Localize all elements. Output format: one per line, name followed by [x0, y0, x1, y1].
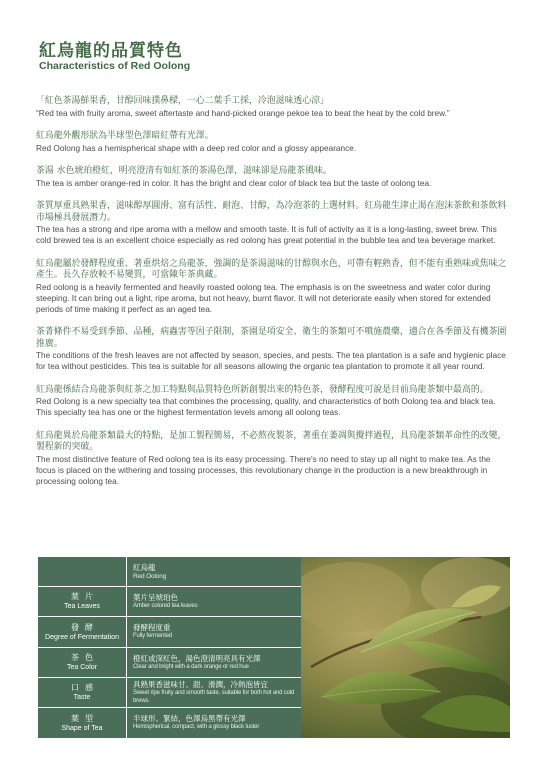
row-value-en: Fully fermented — [133, 633, 173, 640]
row-label-zh: 葉型 — [71, 713, 99, 723]
paragraph — [36, 166, 510, 189]
row-label-en: Taste — [73, 694, 91, 701]
table-header-cell — [127, 557, 301, 586]
row-value-en: Sweet ripe fruity and smooth taste, suitable for both hot and cold brews. — [133, 690, 295, 704]
row-value-zh: 橙紅或深紅色，湯色澄清明亮具有光澤 — [133, 653, 261, 663]
row-value — [127, 587, 301, 616]
row-value — [127, 678, 301, 707]
tea-plant-photo — [301, 557, 510, 738]
row-label-en: Tea Color — [67, 664, 97, 671]
paragraph — [36, 131, 510, 154]
table-row — [38, 617, 301, 648]
table-row — [38, 708, 301, 738]
paragraph-zh: 「紅色茶湯鮮果香，甘醇回味撲鼻樑，一心二葉手工採，冷泡滋味透心涼」 — [36, 96, 329, 106]
paragraph-zh: 茶菁條件不易受到季節、品種，病蟲害等因子限制，茶園是項安全、衛生的茶類可不噴施農藥，適合在各季節及有機茶園推廣。 — [36, 327, 507, 349]
row-label-en: Tea Leaves — [64, 603, 100, 610]
paragraph-zh: 紅烏龍係結合烏龍茶與紅茶之加工特點與品質特色所新創製出來的特色茶，發酵程度可說是目前烏龍茶類中最高的。 — [36, 384, 489, 395]
row-value-en: Amber colored tea leaves — [133, 602, 198, 609]
table-row — [38, 587, 301, 617]
table-header-en: Red Oolong — [133, 572, 167, 580]
table-row — [38, 648, 301, 678]
paragraph-zh: 茶湯 水色琥珀橙紅，明亮澄清有如紅茶的茶湯色澤，滋味卻是烏龍茶風味。 — [36, 166, 332, 176]
paragraph-en: The tea is amber orange-red in color. It has the bright and clear color of black tea but the taste of oolong tea. — [36, 178, 432, 188]
table-header-zh: 紅烏龍 — [133, 562, 156, 572]
characteristics-table — [38, 557, 301, 738]
paragraph — [36, 201, 510, 246]
page-title: 紅烏龍的品質特色 — [39, 41, 183, 61]
row-label-en: Shape of Tea — [61, 724, 103, 732]
paragraph — [36, 385, 510, 419]
row-value-zh: 葉片呈琥珀色 — [133, 592, 178, 602]
row-value-zh: 具熟果香滋味甘、甜、滑潤，冷熱泡皆宜 — [133, 680, 268, 689]
paragraph-zh: 茶質厚重具熟果香，滋味醇厚圓滑、富有活性、耐泡、甘醇，為冷泡茶的上選材料。紅烏龍生津止渴在泡沫茶飲和茶飲料市場極具發展潛力。 — [36, 201, 507, 223]
table-header-row — [38, 557, 301, 587]
row-label — [38, 648, 127, 677]
row-label-zh: 茶色 — [71, 653, 99, 662]
row-value — [127, 708, 301, 738]
row-label — [38, 678, 127, 707]
paragraph-en: The most distinctive feature of Red oolong tea is its easy processing. There's no need to stay up all night to make tea. As the focus is placed on the withering and tossing processes, this revolutionary change in the production is a new breakthrough in processing oolong tea. — [36, 454, 491, 486]
row-label-zh: 葉片 — [71, 592, 99, 601]
paragraph — [36, 431, 510, 487]
table-header-blank-cell — [38, 557, 127, 586]
row-label — [38, 708, 127, 738]
row-label — [38, 617, 127, 647]
row-label-zh: 發酵 — [71, 622, 99, 632]
paragraph — [36, 96, 510, 119]
paragraph-zh: 紅烏龍外觀形狀為半球型色澤暗紅帶有光澤。 — [36, 131, 214, 141]
paragraph-en: The tea has a strong and ripe aroma with a mellow and smooth taste. It is full of activity as it is a long-lasting, sweet brew. This cold brewed tea is an excellent choice especially as red oolong has great potential in the bubble tea and tea beverage market. — [36, 225, 497, 245]
paragraph-en: “Red tea with fruity aroma, sweet aftertaste and hand-picked orange pekoe tea to beat the heat by the cold brew.” — [36, 108, 450, 118]
paragraph — [36, 259, 510, 315]
characteristics-panel — [38, 557, 510, 738]
row-value — [127, 648, 301, 677]
paragraph-en: The conditions of the fresh leaves are not affected by season, species, and pests. The tea plantation is a safe and hygienic place for tea without pesticides. This tea is suitable for all seasons allowing the organic tea plantation to promote it all year round. — [36, 351, 506, 371]
paragraph — [36, 327, 510, 372]
table-row — [38, 678, 301, 708]
row-value-zh: 半球形、緊結，色澤烏黑帶有光澤 — [133, 714, 246, 724]
row-label-zh: 口感 — [71, 683, 99, 692]
row-label-en: Degree of Fermentation — [45, 633, 119, 641]
paragraph-en: Red oolong is a heavily fermented and heavily roasted oolong tea. The emphasis is on the sweetness and water color during steeping. It can bring out a light, ripe aroma, but not heavy, burnt flavor. It will not deteriorate easily when stored for extended periods of time making it perfect as an aged tea. — [36, 282, 491, 314]
tea-leaves-illustration — [301, 557, 510, 738]
body-text — [36, 96, 510, 499]
row-value-en: Clear and bright with a dark orange or red hue — [133, 663, 249, 670]
row-label — [38, 587, 127, 616]
paragraph-en: Red Oolong has a hemispherical shape with a deep red color and a glossy appearance. — [36, 143, 357, 153]
row-value — [127, 617, 301, 647]
paragraph-en: Red Oolong is a new specialty tea that combines the processing, quality, and characteristics of both Oolong tea and black tea. This specialty tea has one or the highest fermentation levels among all oolong teas. — [36, 397, 496, 417]
row-value-en: Hemispherical, compact, with a glossy black luster — [133, 724, 260, 731]
page-subtitle: Characteristics of Red Oolong — [39, 60, 191, 72]
row-value-zh: 發酵程度重 — [133, 623, 171, 633]
paragraph-zh: 紅烏龍異於烏龍茶類最大的特點，是加工製程簡易，不必熬夜製茶，著重在萎凋與攪拌過程，具烏龍茶類革命性的改變，製程新的突破。 — [36, 430, 507, 452]
paragraph-zh: 紅烏龍屬於發酵程度重、著重烘焙之烏龍茶，強調的是茶湯滋味的甘醇與水色，可帶有輕熟香，但不能有重熟味或焦味之產生。長久存放較不易變質，可當陳年茶典藏。 — [36, 258, 507, 280]
